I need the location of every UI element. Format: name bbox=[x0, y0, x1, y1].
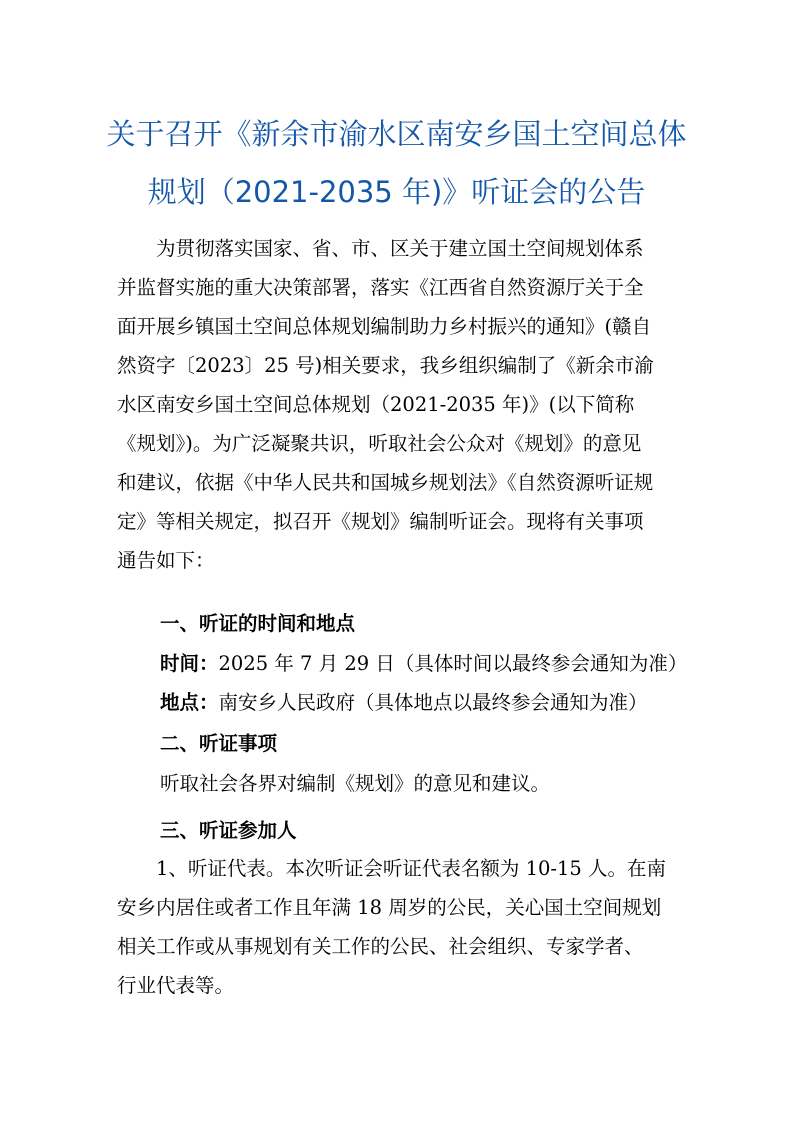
section-2-text: 听取社会各界对编制《规划》的意见和建议。 bbox=[160, 772, 551, 795]
document-title-line-1: 关于召开《新余市渝水区南安乡国土空间总体 bbox=[106, 117, 687, 151]
hearing-place-value: 南安乡人民政府（具体地点以最终参会通知为准） bbox=[218, 691, 648, 714]
hearing-place-label: 地点： bbox=[160, 691, 219, 714]
hearing-time-label: 时间： bbox=[160, 652, 219, 675]
intro-line: 《规划》)。为广泛凝聚共识，听取社会公众对《规划》的意见 bbox=[117, 432, 642, 455]
intro-line: 水区南安乡国土空间总体规划（2021-2035 年)》(以下简称 bbox=[117, 393, 635, 416]
intro-line: 为贯彻落实国家、省、市、区关于建立国土空间规划体系 bbox=[117, 237, 644, 260]
hearing-place-row bbox=[160, 687, 648, 715]
hearing-time-value: 2025 年 7 月 29 日（具体时间以最终参会通知为准） bbox=[218, 652, 688, 675]
intro-line: 定》等相关规定，拟召开《规划》编制听证会。现将有关事项 bbox=[117, 510, 644, 533]
section-2-heading: 二、听证事项 bbox=[160, 732, 278, 755]
document-title-line-2: 规划（2021-2035 年)》听证会的公告 bbox=[147, 175, 646, 209]
section-1-heading: 一、听证的时间和地点 bbox=[160, 612, 356, 635]
intro-line: 并监督实施的重大决策部署，落实《江西省自然资源厅关于全 bbox=[117, 276, 644, 299]
section-3-line: 相关工作或从事规划有关工作的公民、社会组织、专家学者、 bbox=[117, 935, 644, 958]
intro-line: 和建议，依据《中华人民共和国城乡规划法》《自然资源听证规 bbox=[117, 471, 654, 494]
intro-line: 面开展乡镇国土空间总体规划编制助力乡村振兴的通知》(赣自 bbox=[117, 315, 652, 338]
section-3-line: 1、听证代表。本次听证会听证代表名额为 10-15 人。在南 bbox=[117, 857, 667, 880]
section-3-line: 安乡内居住或者工作且年满 18 周岁的公民，关心国土空间规划 bbox=[117, 896, 662, 919]
intro-line: 通告如下： bbox=[117, 549, 215, 572]
hearing-time-row bbox=[160, 648, 687, 676]
section-3-line: 行业代表等。 bbox=[117, 974, 235, 997]
section-3-heading: 三、听证参加人 bbox=[160, 819, 297, 842]
intro-line: 然资字〔2023〕25 号)相关要求，我乡组织编制了《新余市渝 bbox=[117, 354, 654, 377]
